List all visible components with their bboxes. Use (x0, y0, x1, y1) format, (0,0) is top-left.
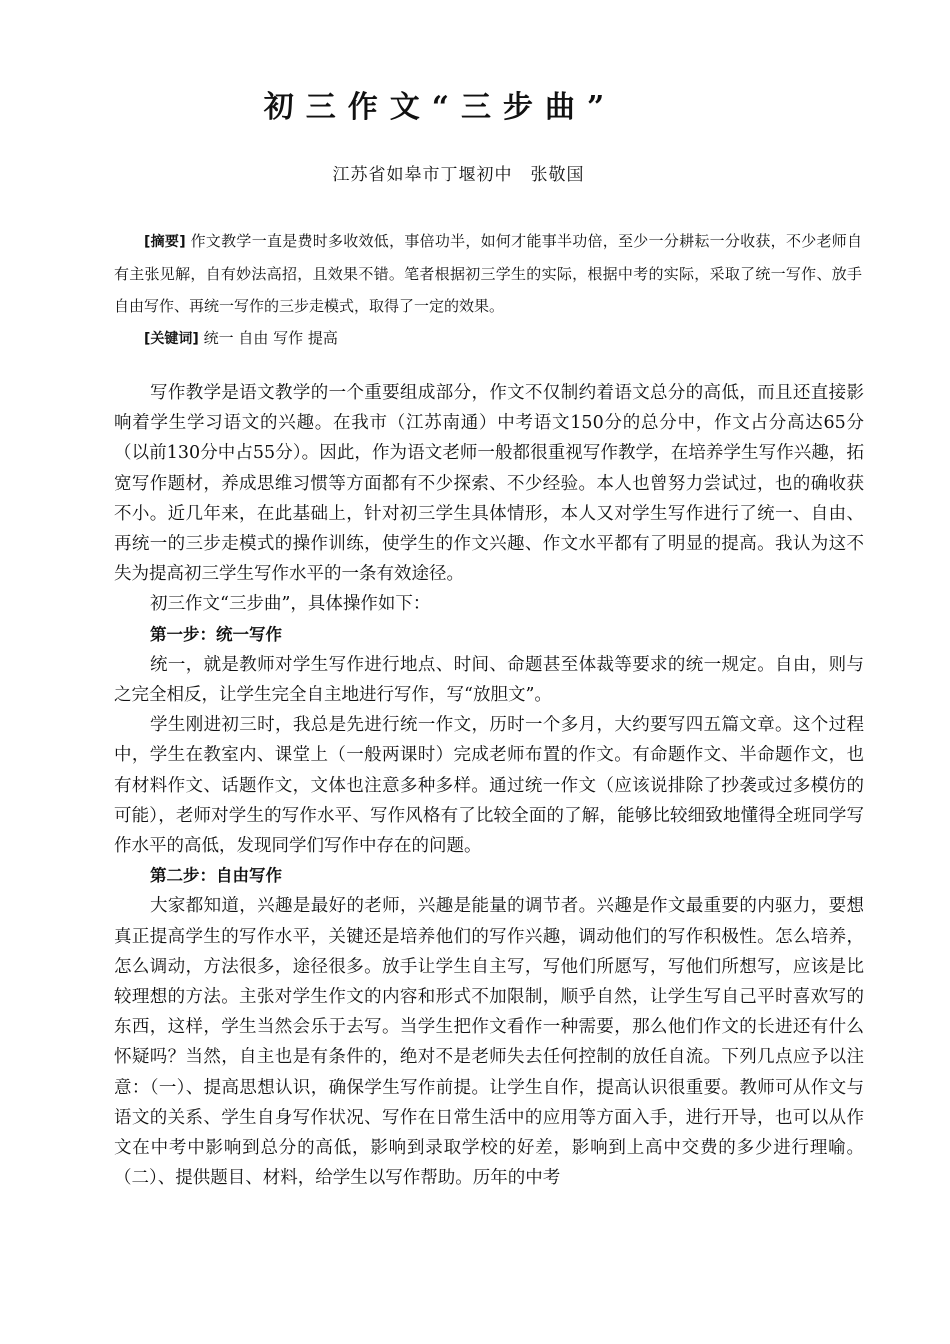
section-heading-step-one: 第一步：统一写作 (150, 624, 282, 644)
body-text (114, 378, 864, 1193)
abstract-paragraph (114, 225, 862, 322)
body-paragraph: 初三作文“三步曲”，具体操作如下： (150, 594, 431, 615)
body-paragraph: 学生刚进初三时，我总是先进行统一作文，历时一个多月，大约要写四五篇文章。这个过程中，学生在教室内、课堂上（一般两课时）完成老师布置的作文。有命题作文、半命题作文，也有材料作文、话题作文，文体也注意多种多样。通过统一作文（应该说排除了抄袭或过多模仿的可能），老师对学生的写作水平、写作风格有了比较全面的了解，能够比较细致地懂得全班同学写作水平的高低，发现同学们写作中存在的问题。 (114, 715, 864, 857)
abstract-label: [摘要] (144, 234, 186, 250)
keywords-paragraph (114, 322, 862, 355)
body-paragraph: 统一，就是教师对学生写作进行地点、时间、命题甚至体裁等要求的统一规定。自由，则与之完全相反，让学生完全自主地进行写作，写“放胆文”。 (114, 654, 864, 706)
keywords-label: [关键词] (144, 331, 199, 347)
section-heading-step-two: 第二步：自由写作 (150, 866, 282, 886)
document-title: 初三作文“三步曲” (263, 90, 617, 125)
author-line: 江苏省如皋市丁堰初中 张敬国 (332, 165, 585, 185)
body-paragraph: 写作教学是语文教学的一个重要组成部分，作文不仅制约着语文总分的高低，而且还直接影响着学生学习语文的兴趣。在我市（江苏南通）中考语文150分的总分中，作文占分高达65分（以前130分中占55分）。因此，作为语文老师一般都很重视写作教学，在培养学生写作兴趣，拓宽写作题材，养成思维习惯等方面都有不少探索、不少经验。本人也曾努力尝试过，也的确收获不小。近几年来，在此基础上，针对初三学生具体情形，本人又对学生写作进行了统一、自由、再统一的三步走模式的操作训练，使学生的作文兴趣、作文水平都有了明显的提高。我认为这不失为提高初三学生写作水平的一条有效途径。 (114, 383, 864, 585)
abstract-text: 作文教学一直是费时多收效低，事倍功半，如何才能事半功倍，至少一分耕耘一分收获，不少老师自有主张见解，自有妙法高招，且效果不错。笔者根据初三学生的实际，根据中考的实际，采取了统一写作、放手自由写作、再统一写作的三步走模式，取得了一定的效果。 (114, 232, 862, 315)
abstract-section (114, 225, 862, 355)
keywords-text: 统一 自由 写作 提高 (203, 329, 338, 347)
body-paragraph: 大家都知道，兴趣是最好的老师，兴趣是能量的调节者。兴趣是作文最重要的内驱力，要想真正提高学生的写作水平，关键还是培养他们的写作兴趣，调动他们的写作积极性。怎么培养，怎么调动，方法很多，途径很多。放手让学生自主写，写他们所愿写，写他们所想写，应该是比较理想的方法。主张对学生作文的内容和形式不加限制，顺乎自然，让学生写自己平时喜欢写的东西，这样，学生当然会乐于去写。当学生把作文看作一种需要，那么他们作文的长进还有什么怀疑吗？当然，自主也是有条件的，绝对不是老师失去任何控制的放任自流。下列几点应予以注意：（一）、提高思想认识，确保学生写作前提。让学生自作，提高认识很重要。教师可从作文与语文的关系、学生自身写作状况、写作在日常生活中的应用等方面入手，进行开导，也可以从作文在中考中影响到总分的高低，影响到录取学校的好差，影响到上高中交费的多少进行理喻。（二）、提供题目、材料，给学生以写作帮助。历年的中考 (114, 896, 864, 1189)
